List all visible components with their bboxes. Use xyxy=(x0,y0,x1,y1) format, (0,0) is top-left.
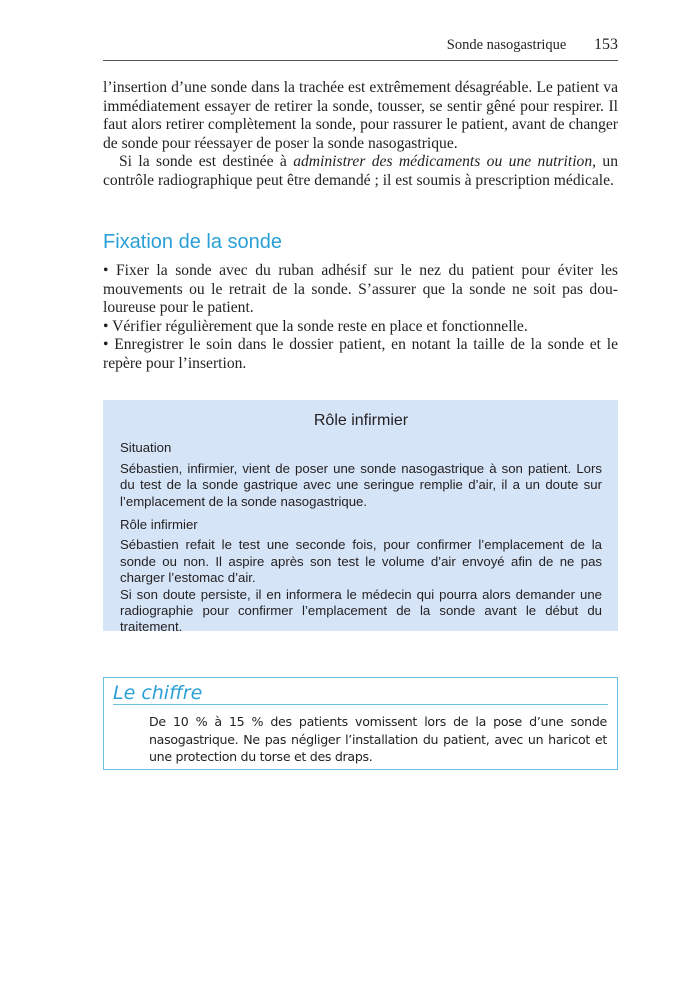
paragraph: l’insertion d’une sonde dans la trachée est extrêmement désagréable. Le patient va immédiatement essayer de retirer la sonde, tousser, se sentir gêné pour respirer. Il faut alors retirer complètement la sonde, pour rassurer le patient, avant de changer de sonde pour réessayer de poser la sonde nasogastrique. xyxy=(103,79,618,152)
running-header xyxy=(103,36,618,61)
situation-text: Sébastien, infirmier, vient de poser une sonde nasogastrique à son patient. Lors du test de la sonde gastrique avec une seringue remplie d’air, il a un doute sur l’emplacement de la sonde nasogastrique. xyxy=(120,460,602,509)
situation-heading: Situation xyxy=(120,440,172,456)
text-run: Si la sonde est destinée à xyxy=(119,153,294,171)
le-chiffre-box xyxy=(103,677,618,770)
running-title: Sonde nasogastrique xyxy=(446,37,567,53)
intro-text xyxy=(103,79,618,191)
bullet-list xyxy=(103,262,618,374)
page-number: 153 xyxy=(594,36,618,53)
role-text: Si son doute persiste, il en informera le médecin qui pourra alors demander une radiographie pour confirmer l’emplacement de la sonde avant le début du traitement. xyxy=(120,586,602,635)
role-text: Sébastien refait le test une seconde fois, pour confirmer l’emplacement de la sonde ou non. Il aspire après son test le volume d’air envoyé afin de ne pas charger l’estomac d’air. xyxy=(120,537,602,586)
box-title: Rôle infirmier xyxy=(313,412,409,429)
italic-text: administrer des médicaments ou une nutrition xyxy=(293,153,593,171)
text-run: , un contrôle radiographique peut être demandé ; il est soumis à prescription médicale. xyxy=(103,153,618,189)
box-text: De 10 % à 15 % des patients vomissent lors de la pose d’une sonde nasogastrique. Ne pas négliger l’installation du patient, avec un haricot et une protection du torse et des draps. xyxy=(149,714,607,764)
box-title: Le chiffre xyxy=(113,682,608,705)
bullet-item: • Fixer la sonde avec du ruban adhésif sur le nez du patient pour éviter les mouvements ou le retrait de la sonde. S’assurer que la sonde ne soit pas douloureuse pour le patient. xyxy=(103,262,618,317)
role-heading: Rôle infirmier xyxy=(120,517,198,533)
paragraph xyxy=(103,153,618,190)
bullet-item: • Enregistrer le soin dans le dossier patient, en notant la taille de la sonde et le repère pour l’insertion. xyxy=(103,336,618,372)
section-heading: Fixation de la sonde xyxy=(103,231,283,253)
bullet-item: • Vérifier régulièrement que la sonde reste en place et fonctionnelle. xyxy=(103,317,528,335)
role-infirmier-box xyxy=(103,400,618,635)
